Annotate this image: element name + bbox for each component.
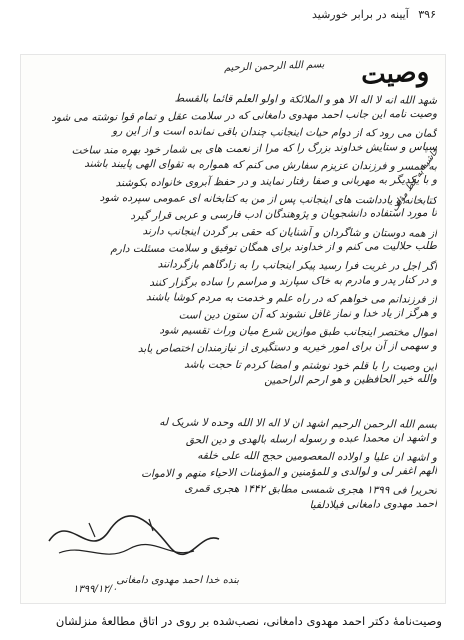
margin-note: حاشیه به خط مؤلف (389, 146, 442, 214)
page-number: ۳۹۶ (418, 8, 436, 21)
handwritten-line: و با یکدیگر به مهربانی و صفا رفتار نمایند و در حفظ آبروی خانواده بکوشند (115, 173, 438, 190)
signature-text: بنده خدا احمد مهدوی دامغانی (116, 575, 239, 586)
signature-block (29, 501, 239, 591)
handwritten-line: وصیت نامه این جانب احمد مهدوی دامغانی که در سلامت عقل و تمام قوا نوشته می شود (51, 107, 438, 124)
handwritten-line: سپاس و ستایش خداوند بزرگ را که مرا از نعمت های بی شمار خود بهره مند ساخت (71, 140, 438, 157)
handwritten-will-image (20, 54, 446, 604)
signature-scribble-icon (29, 501, 239, 571)
handwritten-line: این وصیت را با قلم خود نوشتم و امضا کردم تا حجت باشد (184, 358, 438, 373)
handwritten-line: کتابخانه و یادداشت های اینجانب پس از من به کتابخانه ای عمومی سپرده شود (99, 191, 438, 207)
handwritten-line: و سهمی از آن برای امور خیریه و دستگیری از نیازمندان اختصاص یابد (137, 339, 438, 355)
handwritten-line: و هرگز از یاد خدا و نماز غافل نشوند که آن ستون دین است (178, 306, 438, 322)
handwritten-line: و اشهد ان محمدا عبده و رسوله ارسله بالهدی و دین الحق (185, 431, 438, 447)
handwritten-line: بسم الله الرحمن الرحیم اشهد ان لا اله الا الله وحده لا شریک له (159, 416, 438, 431)
handwritten-line: به همسر و فرزندان عزیزم سفارش می کنم که همواره به تقوای الهی پایبند باشند (84, 158, 438, 174)
handwritten-line: طلب حلالیت می کنم و از خداوند برای همگان توفیق و سلامت مسئلت دارم (110, 240, 438, 256)
book-title: آیینه در برابر خورشید (311, 8, 409, 21)
will-body (29, 91, 437, 390)
handwritten-line: اگر اجل در غربت فرا رسید پیکر اینجانب را به زادگاهم بازگردانند (157, 258, 438, 273)
handwritten-line: و اشهد ان علیا و اولاده المعصومین حجج الله علی خلقه (197, 449, 438, 464)
will-date: ۱۳۹۹/۱۲/۰ (73, 584, 118, 595)
handwritten-line: تحریرا فی ۱۳۹۹ هجری شمسی مطابق ۱۴۴۲ هجری قمری (184, 482, 438, 498)
figure-caption: وصیت‌نامهٔ دکتر احمد مهدوی دامغانی، نصب‌شده بر روی در اتاق مطالعهٔ منزلشان (55, 614, 442, 628)
handwritten-line: تا مورد استفاده دانشجویان و پژوهندگان ادب فارسی و عربی قرار گیرد (130, 207, 438, 223)
handwritten-line: شهد الله انه لا اله الا هو و الملائکة و اولو العلم قائما بالقسط (174, 92, 438, 107)
will-testimony (29, 415, 437, 515)
handwritten-line: احمد مهدوی دامغانی فیلادلفیا (309, 497, 438, 512)
handwritten-line: اموال مختصر اینجانب طبق موازین شرع میان وراث تقسیم شود (159, 324, 438, 340)
handwritten-line: از فرزندانم می خواهم که در راه علم و خدمت به مردم کوشا باشند (145, 291, 438, 306)
page-header (28, 8, 436, 32)
handwritten-line: از همه دوستان و شاگردان و آشنایان که حقی بر گردن اینجانب دارند (142, 224, 438, 240)
will-title: وصیت (360, 57, 430, 91)
handwritten-line: و در کنار پدر و مادرم به خاک سپارند و مراسم را ساده برگزار کنند (149, 273, 438, 289)
bismillah-line: بسم الله الرحمن الرحیم (224, 59, 326, 74)
handwritten-line: گمان می رود که از دوام حیات اینجانب چندان باقی نمانده است و از این رو (112, 125, 438, 140)
handwritten-line: والله خیر الحافظین و هو ارحم الراحمین (264, 372, 438, 387)
handwritten-line: الهم اغفر لی و لوالدی و للمؤمنین و المؤمنات الاحیاء منهم و الاموات (141, 464, 438, 480)
